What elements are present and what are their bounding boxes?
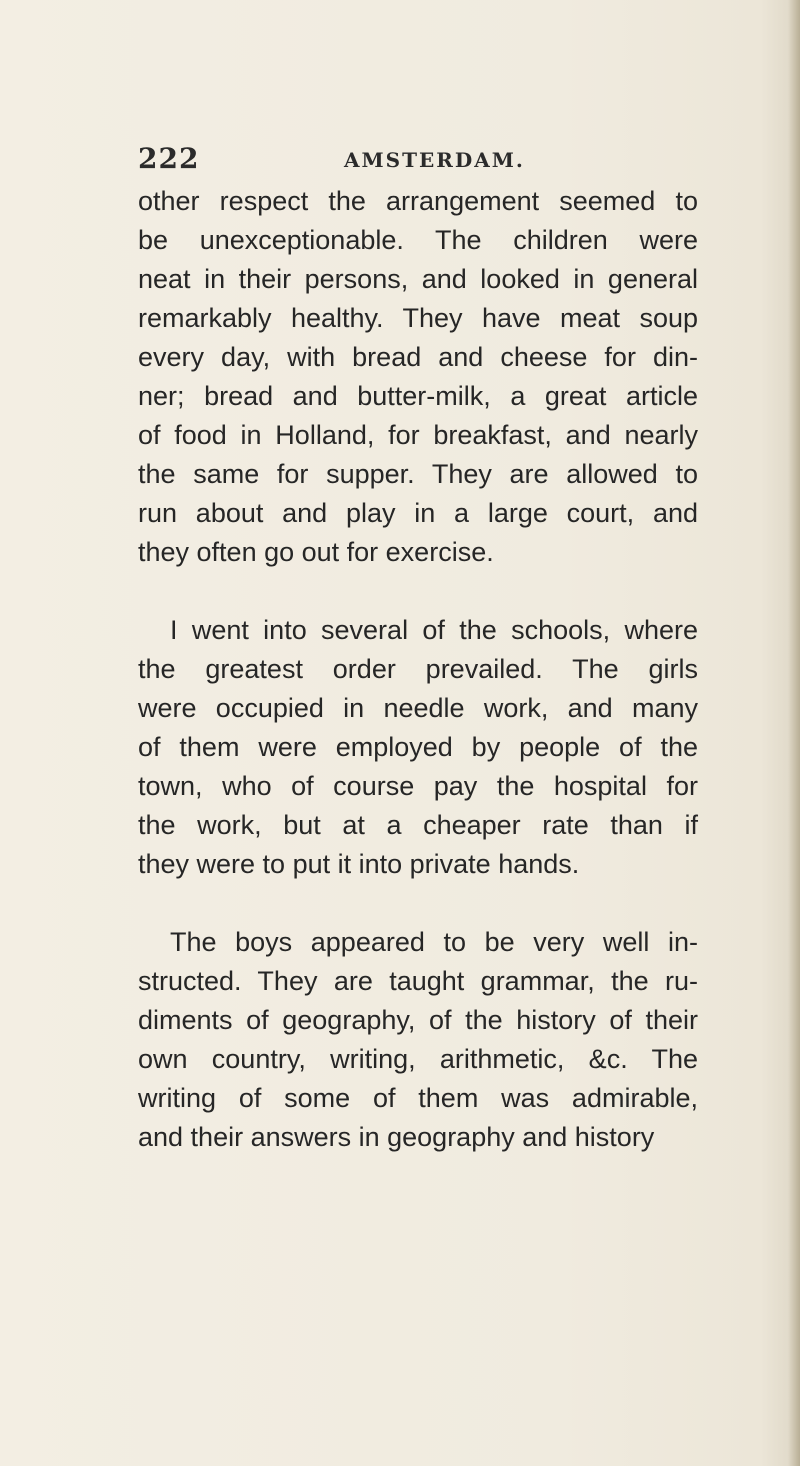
text-line: of them were employed by people of the <box>138 732 698 762</box>
paragraph-3 <box>138 923 698 1157</box>
text-line: I went into several of the schools, where <box>170 615 698 645</box>
text-line: they were to put it into private hands. <box>138 849 580 879</box>
text-line: the same for supper. They are allowed to <box>138 459 698 489</box>
text-line: The boys appeared to be very well in- <box>170 927 698 957</box>
text-line: ner; bread and butter-milk, a great article <box>138 381 698 411</box>
page-number: 222 <box>138 142 200 175</box>
text-line: own country, writing, arithmetic, &c. The <box>138 1044 698 1074</box>
text-line: neat in their persons, and looked in general <box>138 264 698 294</box>
text-line: they often go out for exercise. <box>138 537 494 567</box>
text-line: writing of some of them was admirable, <box>138 1083 698 1113</box>
running-head: AMSTERDAM. <box>344 148 525 172</box>
paragraph-1 <box>138 182 698 572</box>
text-line: diments of geography, of the history of their <box>138 1005 698 1035</box>
text-line: other respect the arrangement seemed to <box>138 186 698 216</box>
text-line: of food in Holland, for breakfast, and nearly <box>138 420 698 450</box>
paragraph-2 <box>138 611 698 884</box>
text-line: and their answers in geography and history <box>138 1122 655 1152</box>
text-line: remarkably healthy. They have meat soup <box>138 303 698 333</box>
page-edge-shadow <box>788 0 800 1466</box>
text-line: the greatest order prevailed. The girls <box>138 654 698 684</box>
text-line: the work, but at a cheaper rate than if <box>138 810 698 840</box>
text-line: structed. They are taught grammar, the ru- <box>138 966 698 996</box>
text-line: every day, with bread and cheese for din- <box>138 342 698 372</box>
text-line: be unexceptionable. The children were <box>138 225 698 255</box>
body-text <box>138 182 698 1196</box>
page-header <box>138 142 678 182</box>
text-line: were occupied in needle work, and many <box>138 693 698 723</box>
text-line: run about and play in a large court, and <box>138 498 698 528</box>
text-line: town, who of course pay the hospital for <box>138 771 698 801</box>
